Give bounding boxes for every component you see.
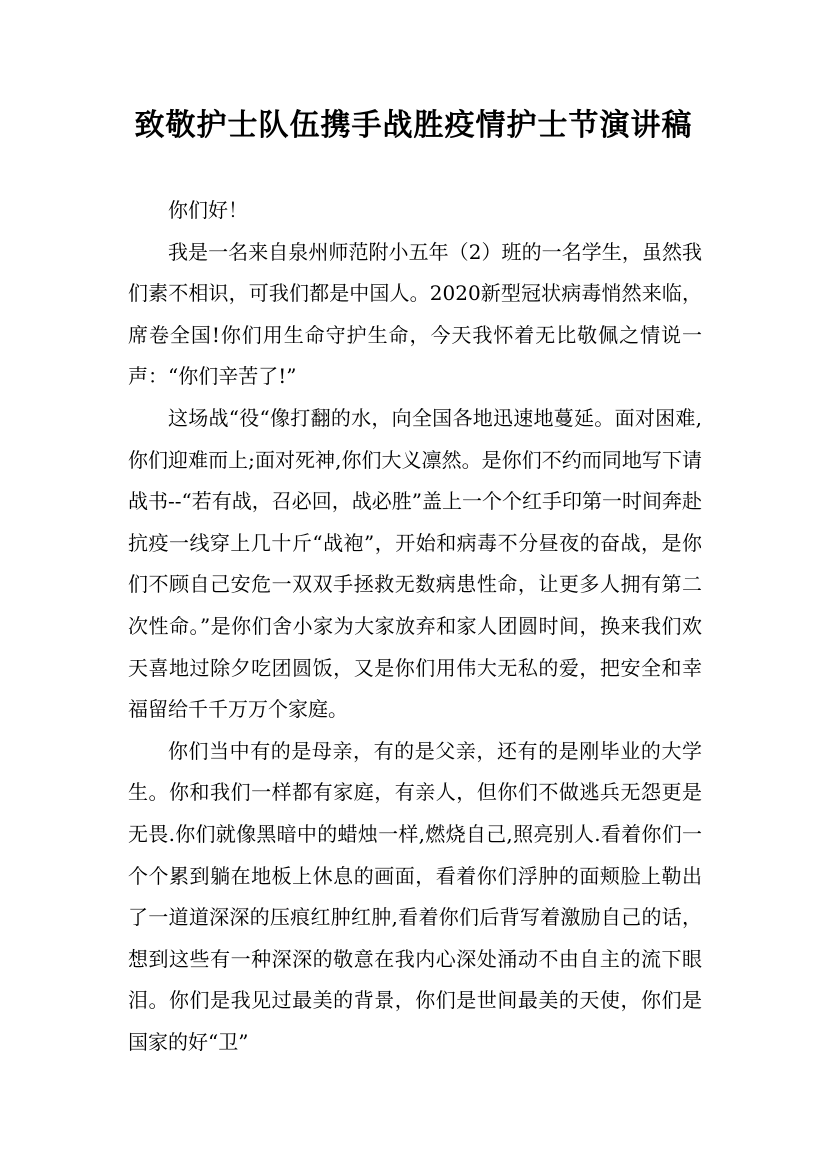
paragraph-tribute: 你们当中有的是母亲，有的是父亲，还有的是刚毕业的大学生。你和我们一样都有家庭，有亲人，但你们不做逃兵无怨更是无畏.你们就像黑暗中的蜡烛一样,燃烧自己,照亮别人.看着你们一个个累到躺在地板上休息的画面，看着你们浮肿的面颊脸上勒出了一道道深深的压痕红肿红肿,看着你们后背写着激励自己的话，想到这些有一种深深的敬意在我内心深处涌动不由自主的流下眼泪。你们是我见过最美的背景，你们是世间最美的天使，你们是国家的好“卫” [128,738,702,1054]
paragraph-battle: 这场战“役“像打翻的水，向全国各地迅速地蔓延。面对困难,你们迎难而上;面对死神,你们大义凛然。是你们不约而同地写下请战书--“若有战，召必回，战必胜”盖上一个个红手印第一时间奔赴抗疫一线穿上几十斤“战袍”，开始和病毒不分昼夜的奋战，是你们不顾自己安危一双双手拯救无数病患性命，让更多人拥有第二次性命。”是你们舍小家为大家放弃和家人团圆时间，换来我们欢天喜地过除夕吃团圆饭，又是你们用伟大无私的爱，把安全和幸福留给千千万万个家庭。 [128,405,702,722]
document-title: 致敬护士队伍携手战胜疫情护士节演讲稿 [134,108,693,143]
document-body [128,190,702,1063]
paragraph-introduction: 我是一名来自泉州师范附小五年（2）班的一名学生，虽然我们素不相识，可我们都是中国人。2020新型冠状病毒悄然来临，席卷全国!你们用生命守护生命，今天我怀着无比敬佩之情说一声：“你们辛苦了!” [128,239,702,389]
paragraph-greeting: 你们好！ [168,198,248,222]
